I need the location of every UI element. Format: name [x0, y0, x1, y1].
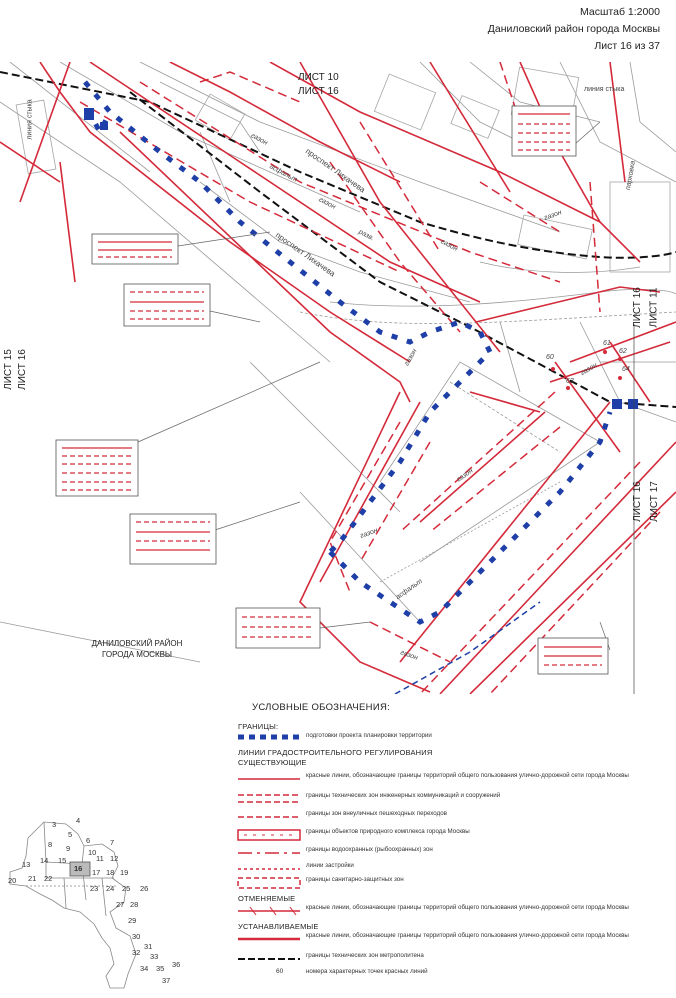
- keymap-number[interactable]: 10: [88, 848, 97, 857]
- callout-box-6: [236, 608, 320, 648]
- sheet-index-drawing: [6, 816, 196, 992]
- boundary-marker: [628, 399, 638, 409]
- keymap-number[interactable]: 37: [162, 976, 171, 985]
- keymap-number[interactable]: 5: [68, 830, 73, 839]
- keymap-number[interactable]: 7: [110, 838, 115, 847]
- keymap-number[interactable]: 19: [120, 868, 129, 877]
- keymap-number[interactable]: 14: [40, 856, 49, 865]
- keymap-number[interactable]: 9: [66, 844, 71, 853]
- legend-item-metro-zones: [236, 952, 656, 966]
- keymap-number[interactable]: 25: [122, 884, 131, 893]
- keymap-number[interactable]: 32: [132, 948, 141, 957]
- district-label: ДАНИЛОВСКИЙ РАЙОН ГОРОДА МОСКВЫ: [91, 639, 183, 659]
- legend-label: красные линии, обозначающие границы территорий общего пользования улично-дорожной сети города Москвы: [306, 772, 629, 779]
- sheet-label-right-16a: ЛИСТ 16: [631, 287, 643, 328]
- base-label: разв.: [357, 228, 376, 243]
- legend-label: границы объектов природного комплекса города Москвы: [306, 828, 470, 835]
- keymap-number[interactable]: 12: [110, 854, 119, 863]
- sheet-label-right-16b: ЛИСТ 16: [631, 481, 643, 522]
- base-label: газон: [317, 196, 337, 211]
- callout-box-2: [124, 284, 210, 326]
- header-scale: Масштаб 1:2000: [580, 6, 660, 18]
- base-label: асфальт: [394, 577, 424, 602]
- legend-label: подготовки проекта планировки территории: [306, 732, 432, 739]
- point-number: 60: [546, 354, 554, 361]
- legend-item-technical-zones: [236, 792, 656, 806]
- base-label: асфальт: [268, 163, 299, 184]
- legend-item-planning-border: [236, 732, 656, 746]
- sheet-label-top-16: ЛИСТ 16: [298, 86, 339, 97]
- keymap-number[interactable]: 26: [140, 884, 149, 893]
- keymap-number[interactable]: 21: [28, 874, 37, 883]
- legend-group-cancelled: ОТМЕНЯЕМЫЕ: [238, 894, 296, 903]
- red-lines-existing: [0, 62, 676, 694]
- legend-item-established-red-lines: [236, 932, 656, 946]
- callout-box-3: [512, 106, 576, 156]
- point-number: 62: [619, 348, 627, 355]
- keymap-number[interactable]: 34: [140, 964, 149, 973]
- keymap-number[interactable]: 16: [74, 864, 83, 873]
- base-label: газон: [359, 527, 379, 540]
- legend-item-red-lines: [236, 772, 656, 786]
- keymap-number[interactable]: 3: [52, 820, 57, 829]
- sheet-label-left-15: ЛИСТ 15: [2, 349, 14, 390]
- base-label: парковка: [624, 160, 637, 191]
- legend-item-sanitary-zones: [236, 876, 656, 890]
- street-label-1: проспект Лихачева: [303, 146, 367, 195]
- keymap-number[interactable]: 29: [128, 916, 137, 925]
- base-label: газон: [249, 132, 269, 147]
- legend-item-water-protection: [236, 846, 656, 860]
- base-label: газон: [399, 649, 419, 662]
- boundary-marker: [612, 399, 622, 409]
- sheet-index-map[interactable]: [6, 816, 196, 992]
- joint-line-label-right: линия стыка: [584, 86, 625, 93]
- keymap-number[interactable]: 31: [144, 942, 153, 951]
- joint-line-label-left: линия стыка: [26, 99, 34, 140]
- sheet-label-right-17: ЛИСТ 17: [648, 481, 660, 522]
- planning-boundary-south: [395, 602, 540, 694]
- legend-label: границы технических зон инженерных коммуникаций и сооружений: [306, 792, 501, 799]
- base-label: газон: [439, 238, 459, 253]
- boundary-marker: [100, 122, 108, 130]
- keymap-number[interactable]: 24: [106, 884, 115, 893]
- keymap-number[interactable]: 17: [92, 868, 101, 877]
- legend-label: границы зон внеуличных пешеходных переходов: [306, 810, 447, 817]
- keymap-number[interactable]: 28: [130, 900, 139, 909]
- sheet-label-top-10: ЛИСТ 10: [298, 72, 339, 83]
- keymap-number[interactable]: 36: [172, 960, 181, 969]
- keymap-number[interactable]: 27: [116, 900, 125, 909]
- keymap-number[interactable]: 22: [44, 874, 53, 883]
- legend-title: УСЛОВНЫЕ ОБОЗНАЧЕНИЯ:: [252, 702, 391, 713]
- legend-item-cancelled-red-lines: [236, 904, 656, 918]
- callout-box-4: [56, 440, 138, 496]
- callout-box-1: [92, 234, 178, 264]
- point-number: 61: [603, 340, 611, 347]
- legend-item-pedestrian-crossings: [236, 810, 656, 824]
- keymap-number[interactable]: 35: [156, 964, 165, 973]
- base-label: газон: [543, 209, 563, 222]
- keymap-number[interactable]: 33: [150, 952, 159, 961]
- legend-label: линии застройки: [306, 862, 354, 869]
- legend-label: границы водоохранных (рыбоохранных) зон: [306, 846, 433, 853]
- keymap-number[interactable]: 6: [86, 836, 91, 845]
- keymap-number[interactable]: 11: [96, 854, 104, 863]
- legend-label: красные линии, обозначающие границы территорий общего пользования улично-дорожной сети города Москвы: [306, 904, 629, 911]
- sheet-label-right-11: ЛИСТ 11: [648, 287, 660, 328]
- legend-point-sample: 60: [276, 968, 284, 975]
- legend-label: границы технических зон метрополитена: [306, 952, 424, 959]
- legend-label: красные линии, обозначающие границы территорий общего пользования улично-дорожной сети города Москвы: [306, 932, 629, 939]
- map-area[interactable]: [0, 62, 676, 694]
- point-number: 64: [622, 366, 630, 373]
- base-label: газон: [579, 361, 599, 378]
- header-sheet: Лист 16 из 37: [594, 40, 660, 52]
- callout-box-7: [538, 638, 608, 674]
- callout-box-5: [130, 514, 216, 564]
- base-label: газон: [455, 467, 475, 484]
- sheet-label-left-16: ЛИСТ 16: [16, 349, 28, 390]
- legend-item-natural-complex: [236, 828, 656, 842]
- legend-group-lines: ЛИНИИ ГРАДОСТРОИТЕЛЬНОГО РЕГУЛИРОВАНИЯ: [238, 748, 433, 757]
- legend-item-point-numbers: [236, 968, 656, 982]
- legend-group-borders: ГРАНИЦЫ:: [238, 722, 279, 731]
- keymap-number[interactable]: 4: [76, 816, 81, 825]
- legend-item-building-lines: [236, 862, 656, 876]
- boundary-marker: [84, 108, 94, 120]
- street-label-2: проспект Лихачева: [273, 230, 337, 279]
- keymap-number[interactable]: 18: [106, 868, 115, 877]
- header-district: Даниловский район города Москвы: [487, 23, 660, 35]
- keymap-number[interactable]: 15: [58, 856, 67, 865]
- keymap-number[interactable]: 23: [90, 884, 99, 893]
- map-drawing: [0, 62, 676, 694]
- point-number: 63: [566, 378, 574, 385]
- keymap-number[interactable]: 8: [48, 840, 53, 849]
- legend-group-existing: СУЩЕСТВУЮЩИЕ: [238, 758, 307, 767]
- legend-label: номера характерных точек красных линий: [306, 968, 428, 975]
- keymap-number[interactable]: 13: [22, 860, 31, 869]
- callout-leaders: [138, 122, 610, 650]
- legend-group-established: УСТАНАВЛИВАЕМЫЕ: [238, 922, 319, 931]
- keymap-number[interactable]: 20: [8, 876, 17, 885]
- base-label: газон: [403, 347, 419, 368]
- legend-label: границы санитарно-защитных зон: [306, 876, 404, 883]
- keymap-number[interactable]: 30: [132, 932, 141, 941]
